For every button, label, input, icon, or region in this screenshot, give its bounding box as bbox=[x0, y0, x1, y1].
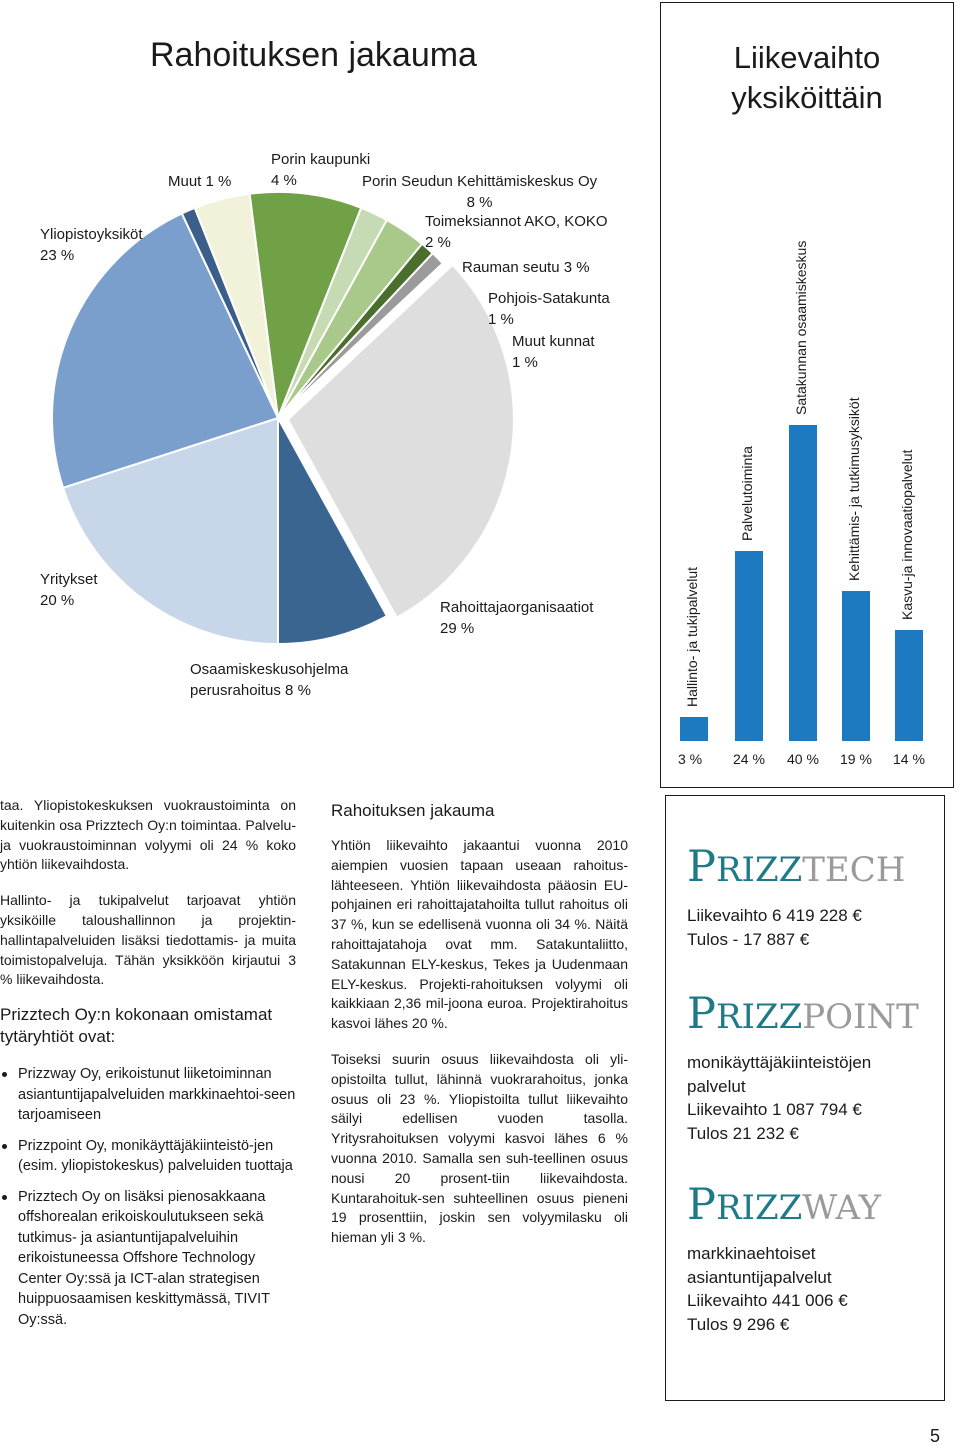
bar-value-label: 24 % bbox=[733, 751, 765, 767]
pie-label-pohjois-satakunta: Pohjois-Satakunta 1 % bbox=[488, 290, 610, 328]
bar-category-label: Kehittämis- ja tutkimusyksiköt bbox=[846, 397, 862, 581]
bar-category-label: Hallinto- ja tukipalvelut bbox=[684, 567, 700, 708]
company-revenue: Liikevaihto 6 419 228 € bbox=[687, 906, 862, 925]
bar-3 bbox=[789, 425, 817, 741]
company-result: Tulos - 17 887 € bbox=[687, 929, 810, 949]
paragraph: Yhtiön liikevaihto jakaantui vuonna 2010 aiempien vuosien tapaan useaan rahoitus-lähteeseen. Yhtiön liikevaihdosta pääosin EU-pohjainen eri rahoittajatahoilta tullut rahoitus oli 37 %, kun se edellisenä vuonna oli 34 %. Näitä rahoittajatahoja ovat mm. Satakuntaliitto, Satakunnan ELY-keskus, Tekes ja Uudenmaan ELY-keskus. Projekti-rahoituksen volyymi oli kaikkiaan 2,36 mil-joona euroa. Projektirahoitus kasvoi lähes 20 %. bbox=[331, 837, 628, 1032]
company-description: monikäyttäjäkiinteistöjen bbox=[687, 1053, 872, 1072]
pie-label-muut-kunnat: Muut kunnat 1 % bbox=[512, 333, 595, 371]
section-heading: Rahoituksen jakauma bbox=[331, 801, 495, 820]
text-column-2 bbox=[331, 800, 628, 1248]
pie-label-yliopistoyksikot: Yliopistoyksiköt 23 % bbox=[40, 226, 143, 264]
paragraph: Hallinto- ja tukipalvelut tarjoavat yhtiön yksiköille taloushallinnon ja projektin-hallintapalveluiden lisäksi tiedottamis- ja muita toimistopalveluja. Tähän yksikköön kirjautui 3 % liikevaihdosta. bbox=[0, 892, 296, 988]
bar-value-label: 40 % bbox=[787, 751, 819, 767]
company-description: markkinaehtoiset bbox=[687, 1244, 816, 1263]
company-description: palvelut bbox=[687, 1076, 746, 1096]
bar-category-label: Kasvu-ja innovaatiopalvelut bbox=[899, 449, 915, 621]
company-revenue: Liikevaihto 441 006 € bbox=[687, 1291, 848, 1310]
bar-category-label: Palvelutoiminta bbox=[739, 446, 755, 542]
pie-chart-title: Rahoituksen jakauma bbox=[150, 36, 477, 74]
company-prizzway bbox=[687, 1180, 882, 1336]
bar-category-label: Satakunnan osaamiskeskus bbox=[793, 240, 809, 415]
text-column-1 bbox=[0, 796, 296, 1340]
company-prizzpoint bbox=[687, 989, 919, 1145]
pie-label-rauma: Rauman seutu 3 % bbox=[462, 259, 590, 276]
list-item: Prizzway Oy, erikoistunut liiketoiminnan asiantuntijapalveluiden markkinaehtoi-seen tarjoamiseen bbox=[0, 1064, 296, 1126]
pie-label-porin-kaupunki: Porin kaupunki 4 % bbox=[271, 151, 371, 189]
pie-label-yritykset: Yritykset 20 % bbox=[40, 571, 98, 609]
subsidiaries-list bbox=[0, 1064, 296, 1330]
list-item: Prizztech Oy on lisäksi pienosakkaana offshorealan erikoiskoulutukseen sekä tutkimus- ja asiantuntijapalveluihin erikoistuneessa Offshore Technology Center Oy:ssä ja ICT-alan strategisen huippuosaamisen keskittymässä, TIVIT Oy:ssä. bbox=[0, 1187, 296, 1331]
company-revenue: Liikevaihto 1 087 794 € bbox=[687, 1100, 862, 1119]
subsidiaries-heading: Prizztech Oy:n kokonaan omistamat tytäryhtiöt ovat: bbox=[0, 1005, 273, 1047]
paragraph: taa. Yliopistokeskuksen vuokraustoiminta on kuitenkin osa Prizztech Oy:n toimintaa. Palvelu- ja vuokraustoiminnan volyymi oli 24 % koko yhtiön liikevaihdosta. bbox=[0, 797, 296, 873]
bar-5 bbox=[895, 630, 923, 741]
company-result: Tulos 21 232 € bbox=[687, 1123, 799, 1143]
company-description: asiantuntijapalvelut bbox=[687, 1267, 832, 1287]
bar-value-label: 3 % bbox=[678, 751, 703, 767]
bar-value-label: 19 % bbox=[840, 751, 872, 767]
pie-label-toimeksiannot: Toimeksiannot AKO, KOKO 2 % bbox=[425, 213, 608, 251]
pie-label-psk: Porin Seudun Kehittämiskeskus Oy 8 % bbox=[362, 173, 598, 211]
pie-label-osaamiskeskusohjelma: Osaamiskeskusohjelma perusrahoitus 8 % bbox=[190, 661, 349, 699]
company-result: Tulos 9 296 € bbox=[687, 1314, 790, 1334]
bar-chart-title: Liikevaihto yksiköittäin bbox=[731, 40, 883, 115]
prizztech-logo: PRIZZTECH bbox=[687, 842, 906, 892]
bar-1 bbox=[680, 717, 708, 741]
pie-label-rahoittajaorganisaatiot: Rahoittajaorganisaatiot 29 % bbox=[440, 599, 594, 637]
pie-label-muut: Muut 1 % bbox=[168, 173, 232, 190]
paragraph: Toiseksi suurin osuus liikevaihdosta oli yli-opistoilta tullut, lähinnä vuokrarahoitus, jonka osuus oli 23 %. Yliopistoilta tullut liikevaihto säilyi edellisen vuoden tasolla. Yritysrahoituksen volyymi kasvoi lähes 6 % vuonna 2010. Samalla sen suh-teellinen osuus nousi 20 prosent-tiin liikevaihdosta. Kuntarahoituk-sen suhteellinen osuus pieneni 19 prosenttiin, joskin sen volyymilasku oli hieman yli 3 %. bbox=[331, 1050, 628, 1246]
list-item: Prizzpoint Oy, monikäyttäjäkiinteistö-jen (esim. yliopistokeskus) palveluiden tuottaja bbox=[0, 1136, 296, 1177]
bar-value-label: 14 % bbox=[893, 751, 925, 767]
prizzway-logo: PRIZZWAY bbox=[687, 1180, 882, 1230]
bar-4 bbox=[842, 591, 870, 741]
prizzpoint-logo: PRIZZPOINT bbox=[687, 989, 919, 1039]
bar-2 bbox=[735, 551, 763, 741]
page-number: 5 bbox=[930, 1426, 941, 1446]
company-prizztech bbox=[687, 842, 906, 951]
